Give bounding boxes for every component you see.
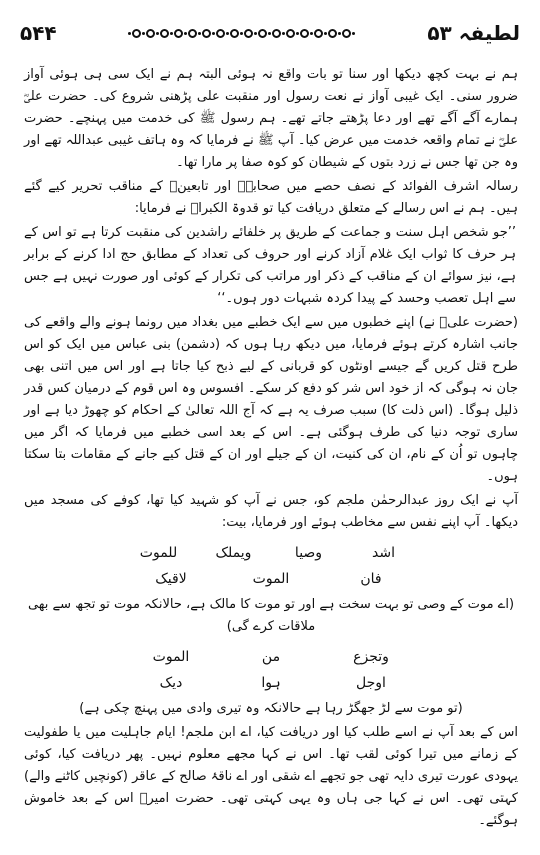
paragraph: اس کے بعد آپ نے اسے طلب کیا اور دریافت کیا، اے ابن ملجم! ایام جاہلیت میں یا طفولیت کے زمانے میں تیرا کوئی لقب تھا۔ اس نے کہا مجھے معلوم نہیں۔ پھر دریافت کیا، کوئی یہودی عورت تیری دایہ تھی جو تجھے اے شقی اور اے ناقۂ صالح کے عاقر (کونچیں کاٹنے والے) کہتی تھی۔ اس نے کہا جی ہاں وہ یہی کہتی تھی۔ حضرت امیرؓ اس کے بعد خاموش ہوگئے۔ [24, 725, 518, 828]
paragraph: (حضرت علیؓ نے) اپنے خطبوں میں سے ایک خطبے میں بغداد میں رونما ہونے والے واقعے کی جانب اشارہ کرتے ہوئے فرمایا، میں دیکھ رہا ہوں کہ (دشمن) بنی عباس میں ایک کو اس طرح قتل کریں گے جیسے اونٹوں کو قربانی کے لیے ذبح کیا جاتا ہے اور اس میں اتنی بھی جان نہ ہوگی کہ از خود اس شر کو دفع کر سکے۔ افسوس وہ اس قوم کے درمیان کس قدر ذلیل ہوگا۔ (اس ذلت کا) سبب صرف یہ ہے کہ آج اللہ تعالیٰ کے احکام کو چھوڑ دیا ہے اور ساری توجہ دنیا کی طرف ہوگئی ہے۔ اس کے بعد اسی خطبے میں فرمایا کہ اگر میں چاہوں تو اُن کے نام، ان کی کنیت، ان کے جیلے اور ان کے قتل کیے جانے کے مقامات بتا سکتا ہوں۔ [24, 315, 518, 484]
paragraph: ہم نے بہت کچھ دیکھا اور سنا تو بات واقع نہ ہوئی البتہ ہم نے ایک سی ہی ہوئی آواز ضرور سنی۔ ایک غیبی آواز نے نعت رسول اور منقبت علی پڑھنی شروع کی۔ حضرت علیؓ ہمارے آگے آگے تھے اور دعا پڑھتے جاتے تھے۔ ہم رسول ﷺ کی خدمت میں پہنچے۔ حضرت علیؓ نے تمام واقعہ خدمت میں عرض کیا۔ آپ ﷺ نے فرمایا کہ وہ ہاتف غیبی عبداللہ تھے اور وہ جن تھا جس نے زرد بتوں کے شیطان کو کوہ صفا پر مارا تھا۔ [24, 67, 518, 170]
chapter-title: لطیفہ ۵۳ [427, 21, 520, 45]
poem-word: ویملک [215, 545, 252, 561]
paragraph: آپ نے ایک روز عبدالرحمٰن ملجم کو، جس نے آپ کو شہید کیا تھا، کوفے کی مسجد میں دیکھا۔ آپ اپنے نفس سے مخاطب ہوئے اور فرمایا، بیت: [24, 493, 518, 530]
poem-line [121, 670, 421, 696]
poem-word: دیک [159, 675, 183, 691]
poem-word: الموت [152, 649, 190, 665]
poem-verse-2 [121, 644, 421, 696]
paragraph: رسالہ اشرف الفوائد کے نصف حصے میں صحابہؓ اور تابعینؒ کے مناقب تحریر کیے گئے ہیں۔ ہم نے اس رسالے کے متعلق دریافت کیا تو قدوۃ الکبراؒ نے فرمایا: [24, 179, 518, 216]
page-body [24, 64, 518, 834]
page-header [20, 18, 520, 48]
quote-paragraph: ’’جو شخص اہل سنت و جماعت کے طریق پر خلفائے راشدین کی منقبت کرتا ہے تو اس کے ہر حرف کا ثواب ایک غلام آزاد کرنے اور حروف کی تعداد کے مطابق حج ادا کرنے کے برابر ہے، نیز سوائے ان کے مناقب کے ذکر اور مراتب کی تکرار کے کوئی اور صورت نہیں ہے جس سے اہل تعصب وحسد کے پیدا کردہ شبہات دور ہوں۔‘‘ [24, 225, 516, 306]
poem-word: وتجزع [353, 649, 389, 665]
poem-line [121, 644, 421, 670]
poem-line [121, 540, 421, 566]
poem-translation: (اے موت کے وصی تو بہت سخت ہے اور تو موت کا مالک ہے، حالانکہ موت تو تجھ سے بھی ملاقات کرے گی) [27, 597, 515, 634]
poem-word: الموت [252, 571, 290, 587]
poem-translation: (تو موت سے لڑ جھگڑ رہا ہے حالانکہ وہ تیری وادی میں پہنچ چکی ہے) [79, 701, 463, 716]
poem-verse-1 [121, 540, 421, 592]
poem-word: فان [360, 571, 382, 587]
poem-word: للموت [139, 545, 178, 561]
poem-word: ہوا [261, 675, 281, 691]
poem-line [121, 566, 421, 592]
chain-ornament [128, 29, 355, 38]
poem-word: وصیا [294, 545, 323, 561]
poem-word: اوجل [356, 675, 386, 691]
poem-word: اشد [372, 545, 395, 561]
page-number: ۵۴۴ [20, 21, 57, 45]
poem-word: من [261, 649, 281, 665]
poem-word: لاقیک [155, 571, 187, 587]
